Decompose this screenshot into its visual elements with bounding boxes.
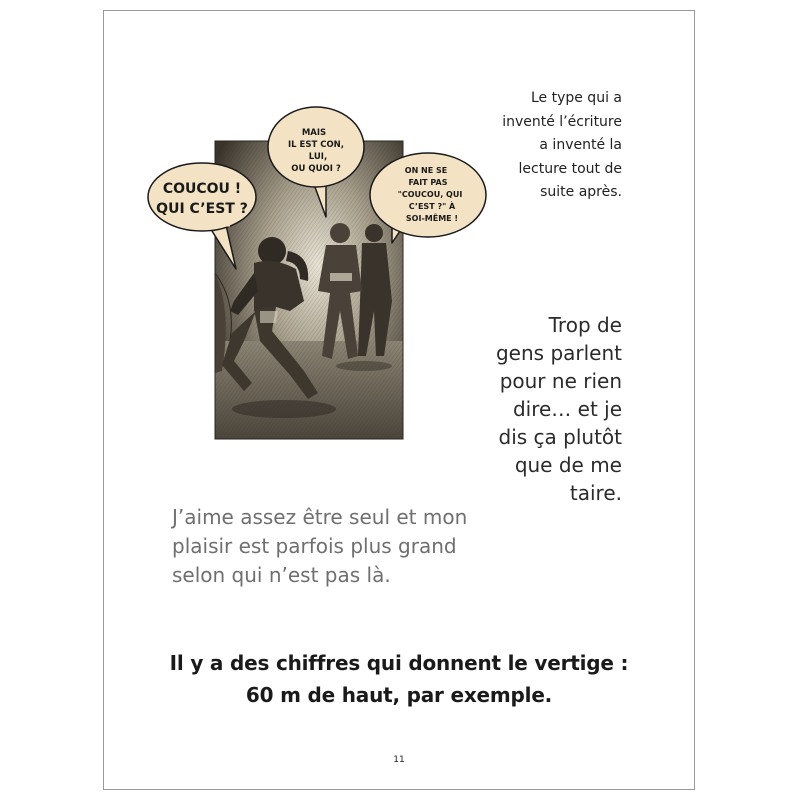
bubble-middle-line-1: MAIS: [301, 128, 327, 138]
quote-talk-line: pour ne rien: [499, 369, 622, 393]
quote-vertigo-line: Il y a des chiffres qui donnent le vertige :: [169, 651, 629, 675]
quote-vertigo-line: 60 m de haut, par exemple.: [245, 683, 553, 707]
quote-alone-line: plaisir est parfois plus grand: [172, 534, 457, 558]
bubble-right-line-3: "COUCOU, QUI: [397, 190, 463, 199]
page-number: 11: [393, 755, 405, 765]
quote-talk-line: taire.: [569, 481, 622, 505]
quote-alone-line: selon qui n’est pas là.: [172, 563, 391, 587]
bubble-right-line-5: SOI-MÊME !: [405, 214, 459, 223]
bubble-middle-line-4: OU QUOI ?: [291, 164, 341, 174]
quote-alone: [172, 503, 512, 590]
quote-writing-line: suite après.: [540, 184, 622, 200]
bubble-right-line-1: ON NE SE: [404, 166, 448, 175]
bubble-right-line-2: FAIT PAS: [408, 178, 448, 187]
quote-talk-line: dis ça plutôt: [498, 425, 622, 449]
quote-writing-line: Le type qui a: [530, 90, 622, 106]
bubble-left-line-2: QUI C’EST ?: [156, 201, 248, 217]
bubble-middle-line-3: LUI,: [308, 152, 328, 162]
quote-talk-line: dire… et je: [512, 397, 622, 421]
bubble-left-line-1: COUCOU !: [162, 181, 242, 197]
quote-talk-line: gens parlent: [495, 341, 622, 365]
quote-talk-line: que de me: [514, 453, 622, 477]
quote-talk-line: Trop de: [548, 313, 622, 337]
quote-writing-line: inventé l’écriture: [502, 113, 622, 130]
quote-vertigo: [104, 647, 694, 711]
quote-writing: [432, 87, 622, 205]
quote-alone-line: J’aime assez être seul et mon: [172, 505, 468, 529]
bubble-right-line-4: C’EST ?" À: [408, 202, 456, 211]
book-page: [103, 10, 695, 790]
quote-writing-line: a inventé la: [539, 137, 622, 153]
bubble-middle-line-2: IL EST CON,: [287, 140, 345, 150]
quote-talk: [452, 311, 622, 507]
quote-writing-line: lecture tout de: [518, 160, 622, 177]
